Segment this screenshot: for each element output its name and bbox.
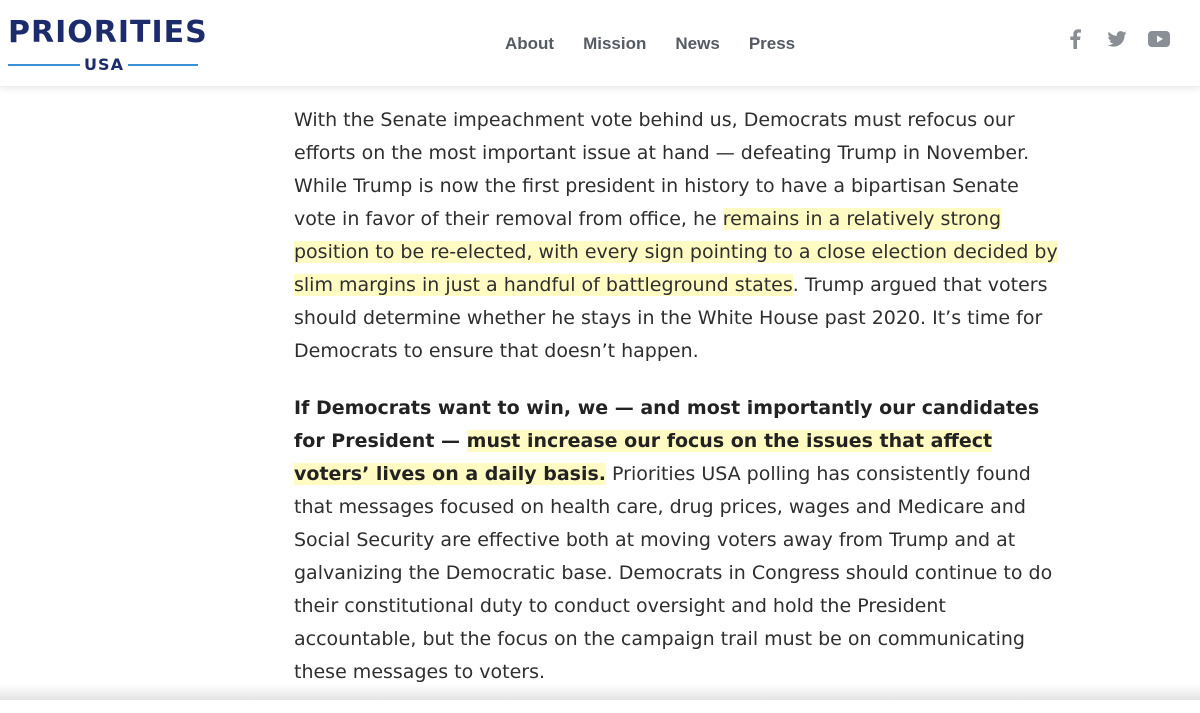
article-paragraph-2 [294,392,1064,689]
twitter-icon[interactable] [1106,28,1128,50]
logo-divider-left [8,64,80,66]
paragraph-1-intro: With the Senate impeachment vote behind us, Democrats must refocus our efforts on the most important issue at hand — defeating Trump in November. While Trump is now the first president in history to have a bipartisan Senate vote in favor of their removal from office, he [294,109,1029,230]
nav-about[interactable]: About [505,30,554,58]
paragraph-1-conclusion: . Trump argued that voters should determine whether he stays in the White House past 2020. It’s time for Democrats to ensure that doesn’t happen. [294,274,1047,362]
logo-usa-text: USA [82,55,126,75]
nav-news[interactable]: News [675,30,719,58]
social-links [1064,28,1170,50]
article-paragraph-1 [294,104,1064,368]
logo-sub [8,55,198,75]
nav-press[interactable]: Press [749,30,795,58]
logo-wordmark: PRIORITIES [8,15,198,51]
facebook-icon[interactable] [1064,28,1086,50]
logo-divider-right [128,64,198,66]
nav-mission[interactable]: Mission [583,30,646,58]
main-nav [505,30,795,58]
site-header [0,0,1200,87]
article-body [294,104,1064,713]
paragraph-1-highlight: remains in a relatively strong position to be re-elected, with every sign pointing to a close election decided by slim margins in just a handful of battleground states [294,208,1058,296]
paragraph-2-highlight: must increase our focus on the issues that affect voters’ lives on a daily basis. [294,430,992,485]
bottom-fade [0,684,1200,700]
priorities-usa-logo[interactable] [8,15,198,77]
youtube-icon[interactable] [1148,28,1170,50]
paragraph-2-bold-lead: If Democrats want to win, we — and most importantly our candidates for President — [294,397,1039,452]
paragraph-2-body: Priorities USA polling has consistently found that messages focused on health care, drug prices, wages and Medicare and Social Security are effective both at moving voters away from Trump and at galvanizing the Democratic base. Democrats in Congress should continue to do their constitutional duty to conduct oversight and hold the President accountable, but the focus on the campaign trail must be on communicating these messages to voters. [294,463,1052,683]
